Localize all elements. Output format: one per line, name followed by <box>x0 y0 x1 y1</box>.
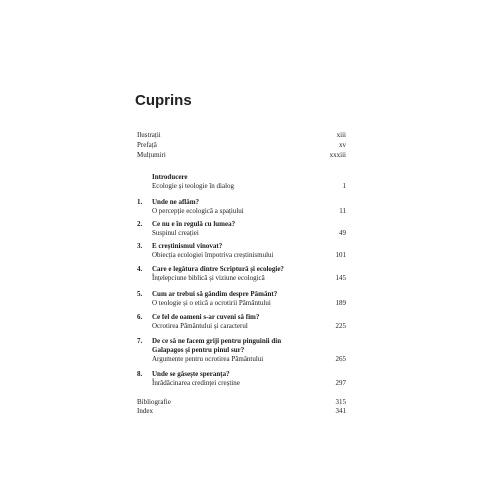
chapter-subtitle: Ecologie și teologie în dialog <box>152 182 235 190</box>
chapter-number: 4. <box>137 265 143 273</box>
chapter-title: Care e legătura dintre Scriptură și ecologie? <box>152 265 284 273</box>
toc-entry-label: Mulțumiri <box>137 151 166 159</box>
chapter-title: Unde ne aflăm? <box>152 198 200 206</box>
chapter-subtitle: Obiecția ecologiei împotriva creștinismului <box>152 251 274 259</box>
chapter-number: 3. <box>137 242 143 250</box>
chapter-title: E creștinismul vinovat? <box>152 242 223 250</box>
chapter-subtitle: Suspinul creației <box>152 229 199 237</box>
toc-entry-page: 225 <box>335 322 346 330</box>
toc-entry-label: Bibliografie <box>137 398 171 406</box>
chapter-subtitle: O percepție ecologică a spațiului <box>152 207 244 215</box>
chapter-number: 7. <box>137 337 143 345</box>
chapter-subtitle: O teologie și o etică a ocrotirii Pământului <box>152 299 271 307</box>
chapter-title: Ce fel de oameni s-ar cuveni să fim? <box>152 313 260 321</box>
toc-entry-page: xv <box>339 141 346 149</box>
chapter-title-continued: Galapagos și pentru pinul sur? <box>152 346 245 354</box>
chapter-number: 2. <box>137 220 143 228</box>
chapter-title: Introducere <box>152 173 188 181</box>
chapter-subtitle: Argumente pentru ocrotirea Pământului <box>152 355 264 363</box>
toc-entry-page: 297 <box>335 379 346 387</box>
page-title: Cuprins <box>135 92 192 109</box>
chapter-number: 6. <box>137 313 143 321</box>
toc-entry-page: 11 <box>339 207 346 215</box>
toc-entry-page: 1 <box>342 182 346 190</box>
toc-entry-label: Ilustrații <box>137 131 161 139</box>
toc-entry-label: Prefață <box>137 141 157 149</box>
toc-entry-page: 341 <box>335 407 346 415</box>
toc-entry-page: 145 <box>335 274 346 282</box>
toc-entry-page: xxxiii <box>329 151 346 159</box>
chapter-title: Cum ar trebui să gândim despre Pământ? <box>152 290 278 298</box>
chapter-subtitle: Ocrotirea Pământului și caracterul <box>152 322 248 330</box>
chapter-subtitle: Înțelepciune biblică și viziune ecologică <box>152 274 265 282</box>
chapter-title: Unde se găsește speranța? <box>152 370 230 378</box>
toc-entry-page: 49 <box>339 229 346 237</box>
toc-entry-page: 189 <box>335 299 346 307</box>
chapter-title: De ce să ne facem griji pentru pinguinii din <box>152 337 282 345</box>
toc-entry-page: 265 <box>335 355 346 363</box>
toc-entry-page: 315 <box>335 398 346 406</box>
toc-entry-page: xiii <box>336 131 346 139</box>
toc-entry-label: Index <box>137 407 153 415</box>
chapter-number: 5. <box>137 290 143 298</box>
chapter-subtitle: Înrădăcinarea credinței creștine <box>152 379 240 387</box>
chapter-title: Ce nu e în regulă cu lumea? <box>152 220 236 228</box>
toc-entry-page: 101 <box>335 251 346 259</box>
chapter-number: 8. <box>137 370 143 378</box>
chapter-number: 1. <box>137 198 143 206</box>
